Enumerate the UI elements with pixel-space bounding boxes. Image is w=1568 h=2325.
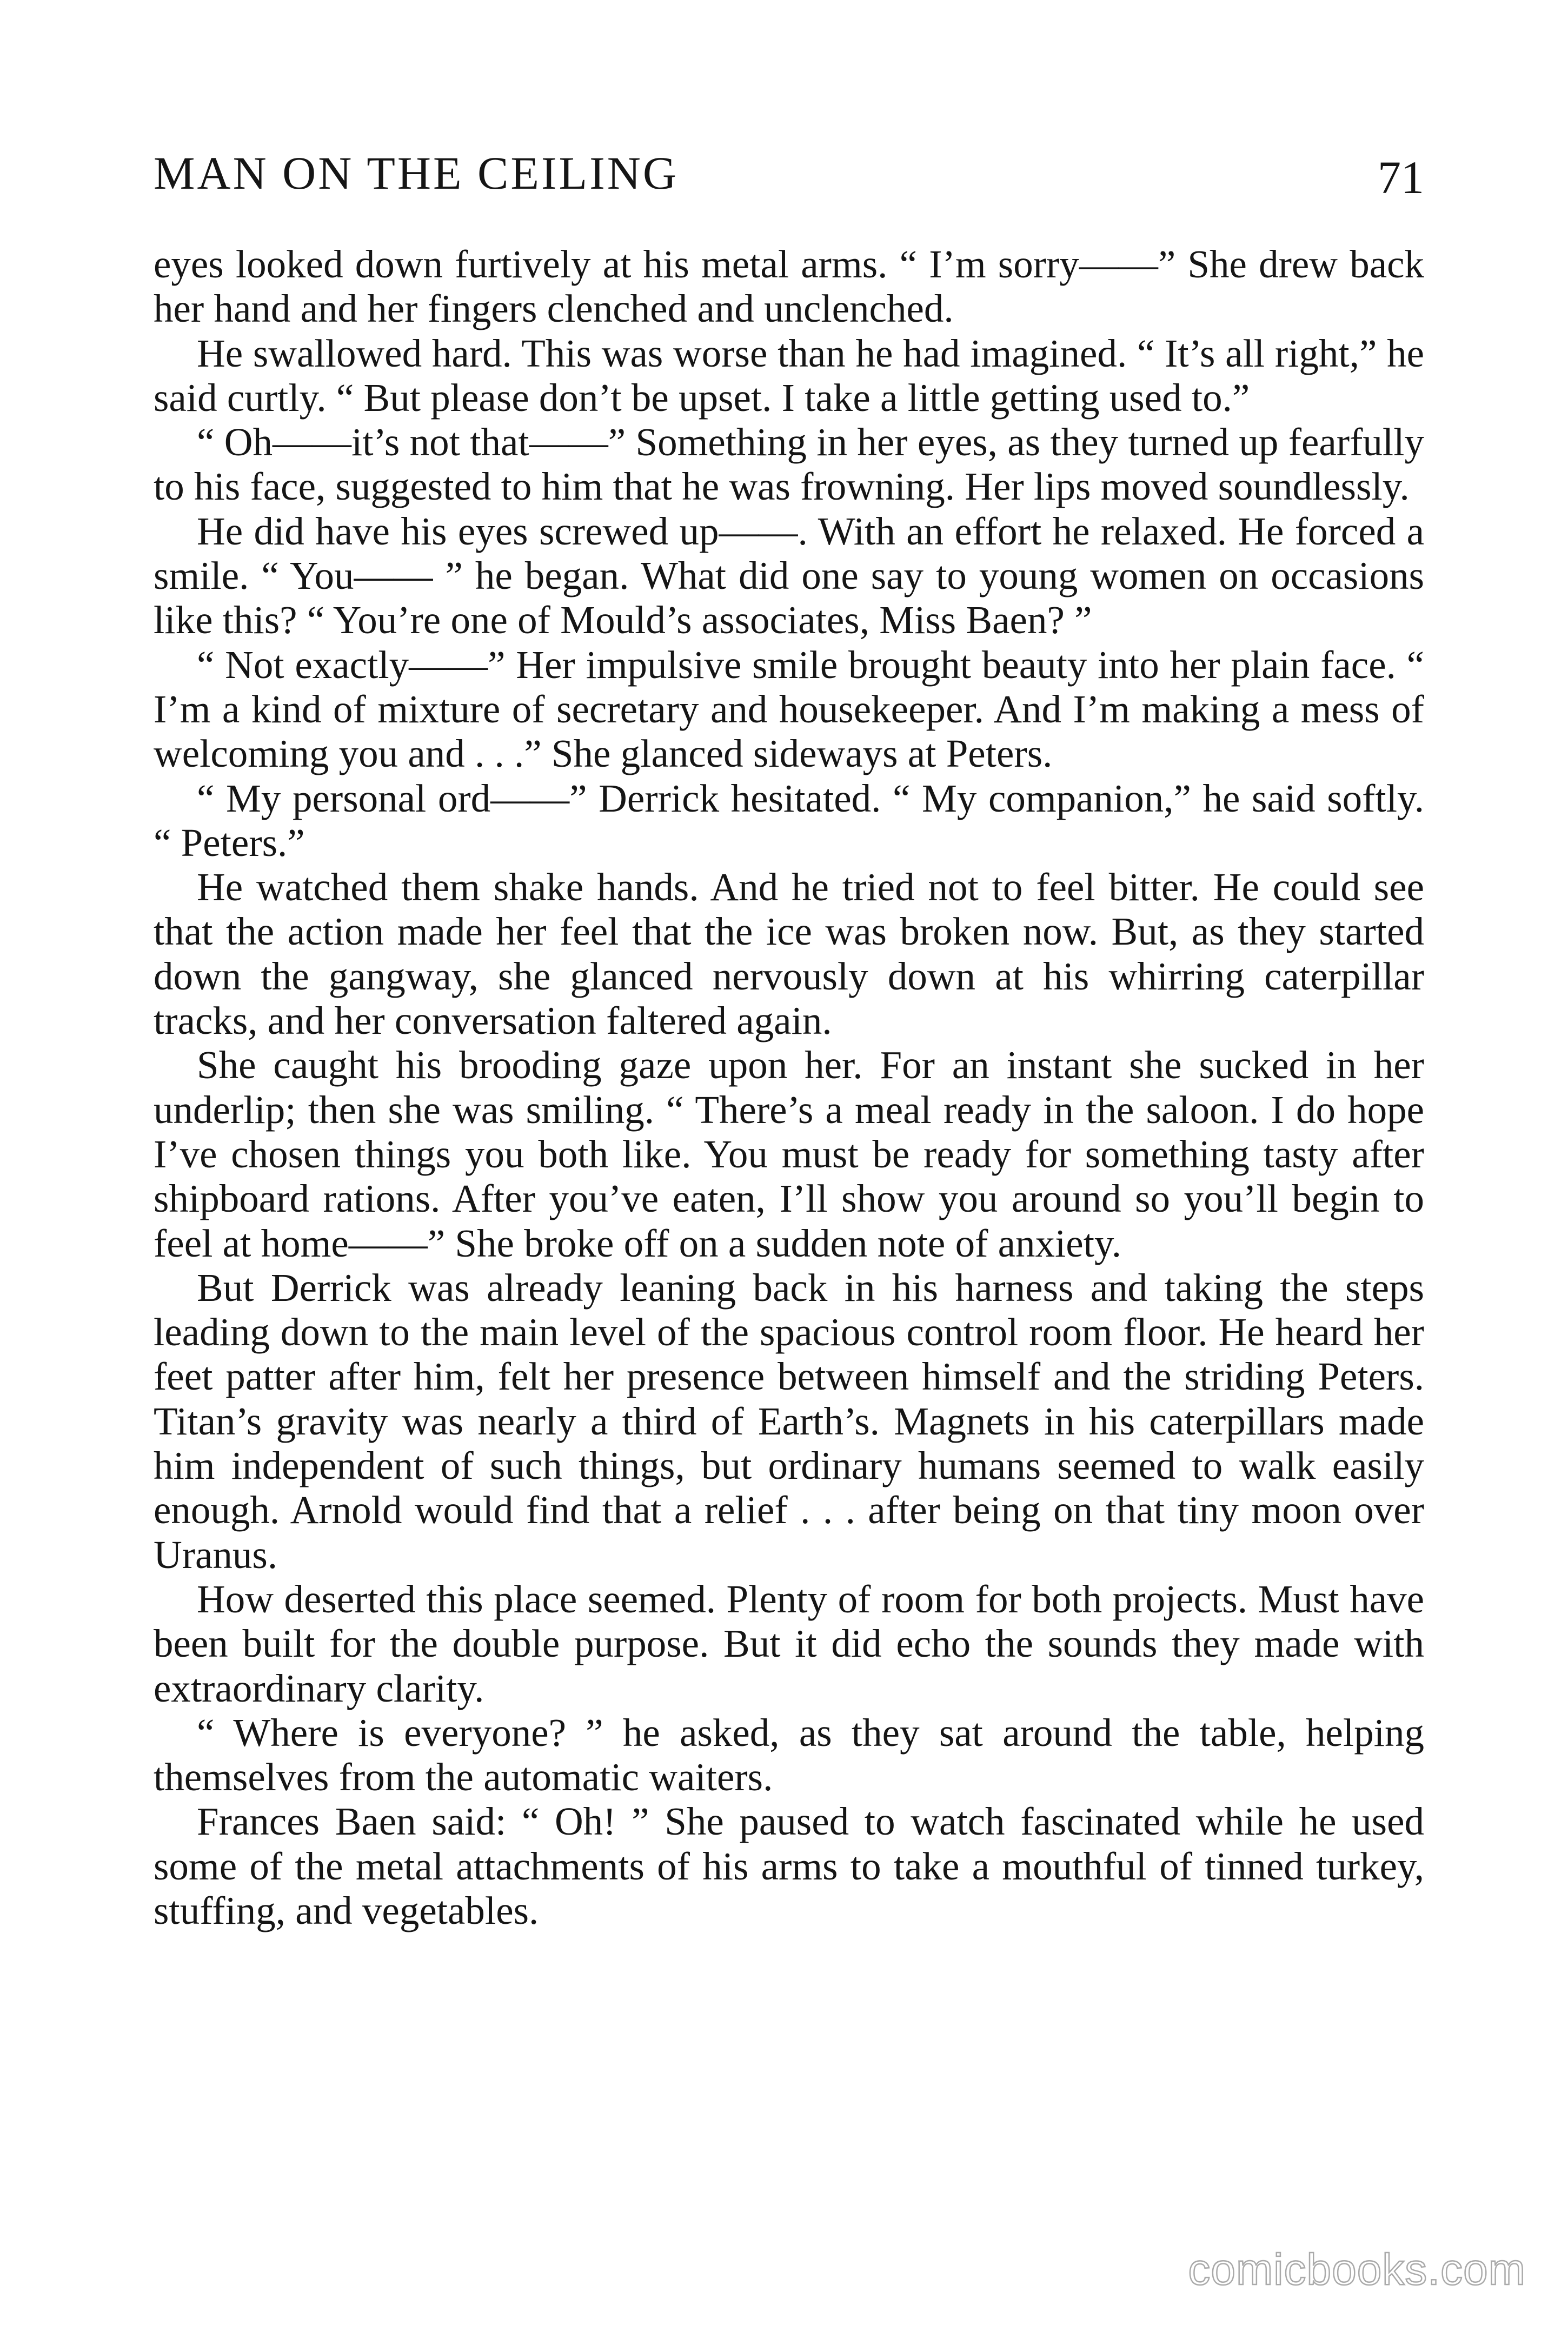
paragraph: Frances Baen said: “ Oh! ” She paused to watch fascinated while he used some of the metal attachments of his arms to take a mouthful of tinned turkey, stuffing, and vegetables. <box>154 1799 1424 1932</box>
body-text <box>154 242 1424 1933</box>
paragraph: How deserted this place seemed. Plenty of room for both projects. Must have been built for the double purpose. But it did echo the sounds they made with extraordinary clarity. <box>154 1577 1424 1710</box>
paragraph: “ My personal ord——” Derrick hesitated. “ My companion,” he said softly. “ Peters.” <box>154 776 1424 865</box>
paragraph: He swallowed hard. This was worse than he had imagined. “ It’s all right,” he said curtly. “ But please don’t be upset. I take a little getting used to.” <box>154 331 1424 420</box>
site-watermark: comicbooks.com <box>1188 2245 1526 2294</box>
paragraph: “ Oh——it’s not that——” Something in her eyes, as they turned up fearfully to his face, suggested to him that he was frowning. Her lips moved soundlessly. <box>154 420 1424 509</box>
paragraph: But Derrick was already leaning back in his harness and taking the steps leading down to the main level of the spacious control room floor. He heard her feet patter after him, felt her presence between himself and the striding Peters. Titan’s gravity was nearly a third of Earth’s. Magnets in his caterpillars made him independent of such things, but ordinary humans seemed to walk easily enough. Arnold would find that a relief . . . after being on that tiny moon over Uranus. <box>154 1265 1424 1577</box>
page-number: 71 <box>1378 151 1424 203</box>
paragraph: “ Where is everyone? ” he asked, as they sat around the table, helping themselves from the automatic waiters. <box>154 1710 1424 1799</box>
running-title: MAN ON THE CEILING <box>154 147 679 199</box>
paragraph: “ Not exactly——” Her impulsive smile brought beauty into her plain face. “ I’m a kind of mixture of secretary and housekeeper. And I’m making a mess of welcoming you and . . .” She glanced sideways at Peters. <box>154 642 1424 776</box>
paragraph-continued: eyes looked down furtively at his metal arms. “ I’m sorry——” She drew back her hand and her fingers clenched and unclenched. <box>154 242 1424 331</box>
page-header <box>154 143 1424 203</box>
paragraph: He did have his eyes screwed up——. With an effort he relaxed. He forced a smile. “ You—— ” he began. What did one say to young women on occasions like this? “ You’re one of Mould’s associates, Miss Baen? ” <box>154 509 1424 642</box>
paragraph: He watched them shake hands. And he tried not to feel bitter. He could see that the action made her feel that the ice was broken now. But, as they started down the gangway, she glanced nervously down at his whirring caterpillar tracks, and her conversation faltered again. <box>154 865 1424 1043</box>
paragraph: She caught his brooding gaze upon her. For an instant she sucked in her underlip; then she was smiling. “ There’s a meal ready in the saloon. I do hope I’ve chosen things you both like. You must be ready for something tasty after shipboard rations. After you’ve eaten, I’ll show you around so you’ll begin to feel at home——” She broke off on a sudden note of anxiety. <box>154 1043 1424 1265</box>
